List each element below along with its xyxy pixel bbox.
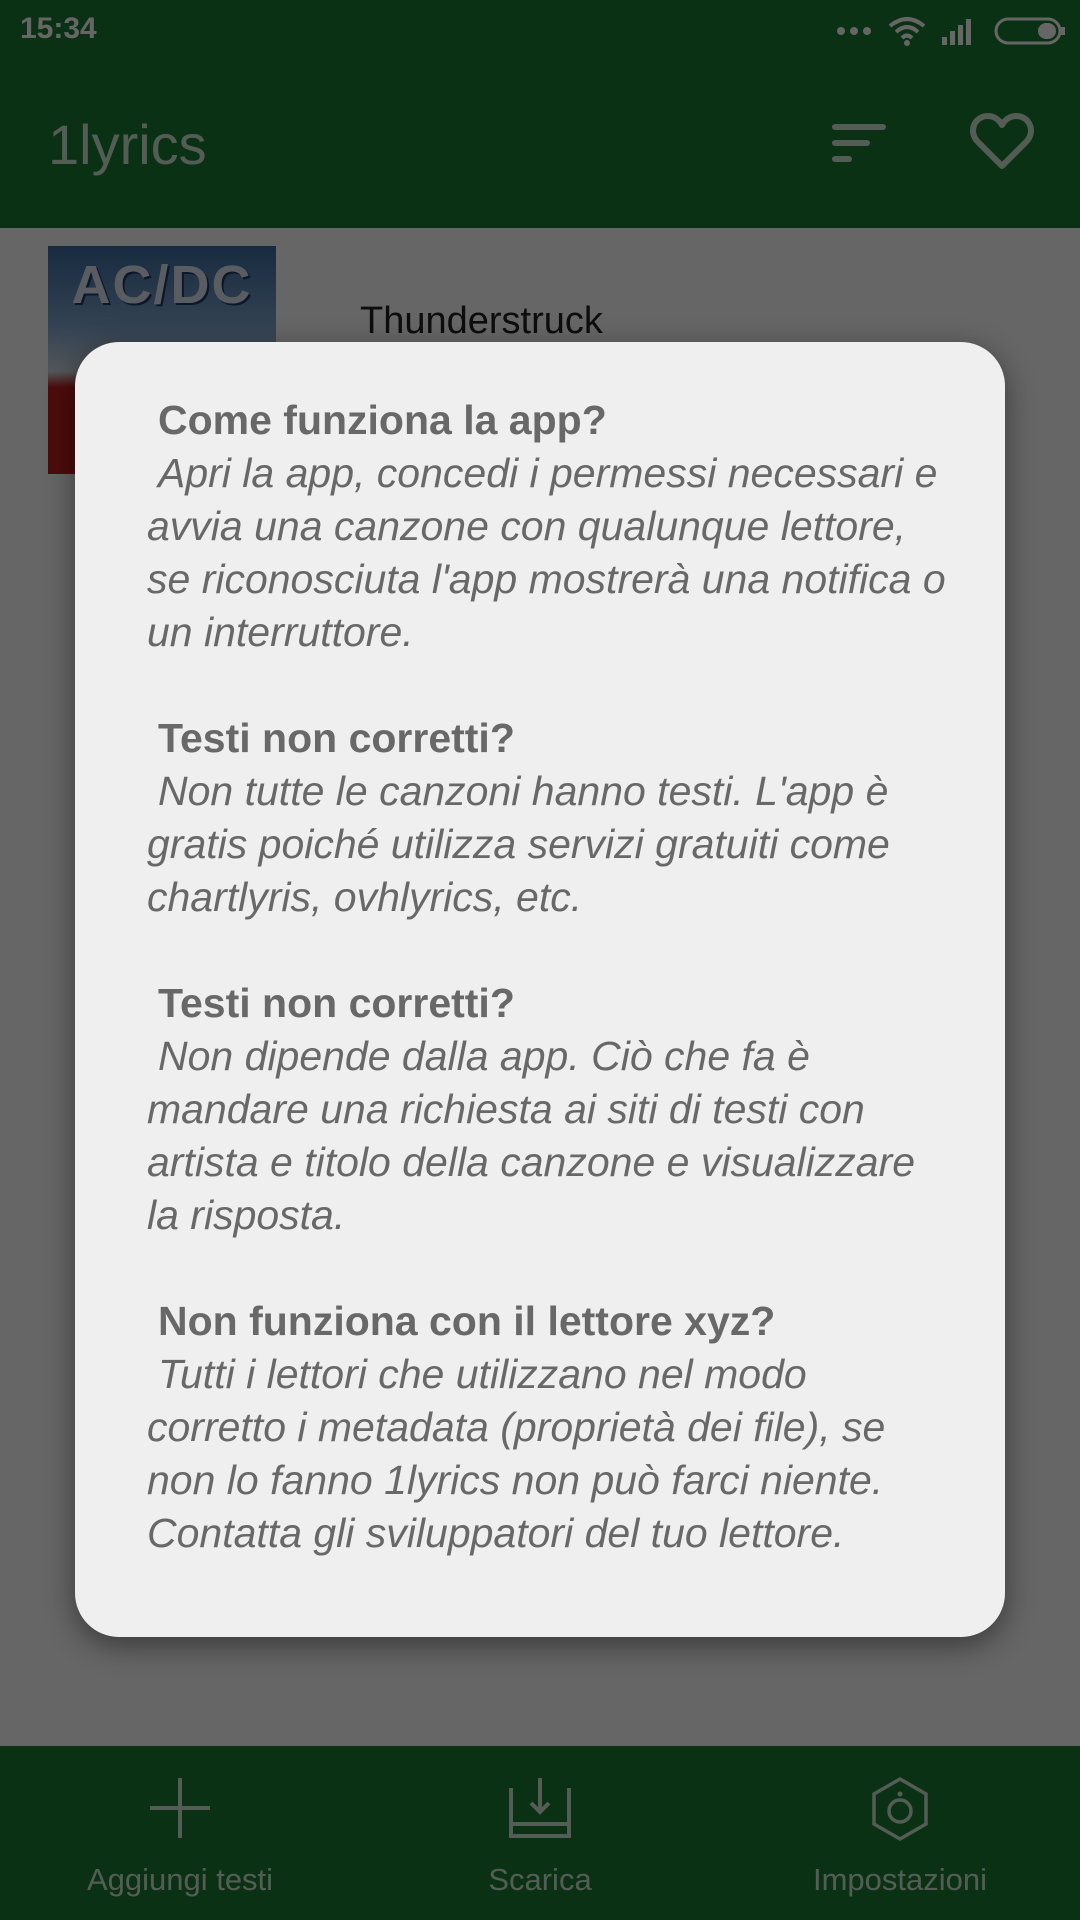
faq-question: Testi non corretti? — [158, 715, 515, 761]
faq-item — [147, 977, 947, 1242]
faq-question: Come funziona la app? — [158, 397, 607, 443]
faq-question: Testi non corretti? — [158, 980, 515, 1026]
faq-answer: Non tutte le canzoni hanno testi. L'app è gratis poiché utilizza servizi gratuiti come chartlyris, ovhlyrics, etc. — [147, 768, 890, 920]
faq-item — [147, 1295, 947, 1560]
faq-item — [147, 712, 947, 924]
faq-answer: Tutti i lettori che utilizzano nel modo corretto i metadata (proprietà dei file), se non lo fanno 1lyrics non può farci niente. Contatta gli sviluppatori del tuo lettore. — [147, 1351, 886, 1556]
faq-dialog — [75, 342, 1005, 1637]
faq-question: Non funziona con il lettore xyz? — [158, 1298, 776, 1344]
faq-scroll-area[interactable] — [147, 394, 947, 1590]
faq-answer: Non dipende dalla app. Ciò che fa è mandare una richiesta ai siti di testi con artista e titolo della canzone e visualizzare la risposta. — [147, 1033, 916, 1238]
faq-item — [147, 394, 947, 659]
faq-answer: Apri la app, concedi i permessi necessari e avvia una canzone con qualunque lettore, se riconosciuta l'app mostrerà una notifica o un interruttore. — [147, 450, 946, 655]
